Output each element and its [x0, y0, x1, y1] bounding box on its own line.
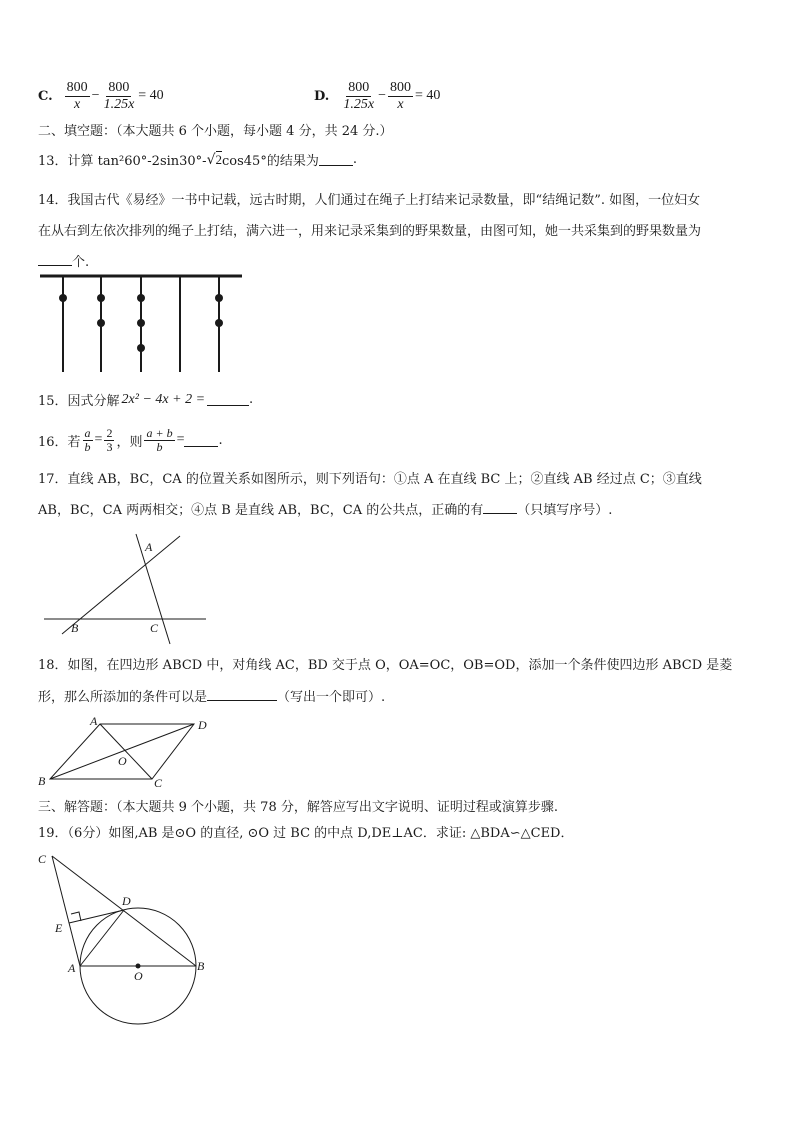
section-3-title: 三、解答题：（本大题共 9 个小题，共 78 分，解答应写出文字说明、证明过程或演算步骤. — [38, 800, 558, 815]
d-fraction-2: $\frac{800}{x}$ — [389, 79, 411, 112]
c-fraction-2: $\frac{800}{1.25x}$ — [103, 79, 135, 112]
right-angle-mark — [71, 912, 81, 921]
question-14-line-3: 个. — [38, 251, 89, 270]
knot-rope-figure — [38, 270, 248, 375]
point-label-d: D — [122, 894, 131, 908]
question-14-line-1: 14．我国古代《易经》一书中记载，远古时期，人们通过在绳子上打结来记录数量，即“结绳记数”. 如图，一位妇女 — [38, 193, 701, 208]
fraction-a-over-b: $\frac{a}{b}$ — [84, 425, 91, 454]
point-label-o: O — [118, 754, 127, 768]
sqrt-argument: 2 — [215, 152, 222, 167]
knot — [97, 319, 105, 327]
point-label-e: E — [55, 921, 63, 935]
point-label-a: A — [90, 714, 98, 728]
diagonal-ac — [100, 724, 152, 779]
point-label-b: B — [197, 959, 205, 973]
point-label-a: A — [68, 961, 76, 975]
point-label-o: O — [134, 969, 143, 983]
knot — [215, 294, 223, 302]
knot — [137, 319, 145, 327]
fraction-a-plus-b-over-b: $\frac{a + b}{b}$ — [146, 425, 173, 454]
circle-proof-figure — [34, 850, 214, 1030]
question-13: 13．计算 tan²60°-2sin30°- √ 2 cos45°的结果为 . — [38, 151, 357, 169]
c-fraction-1: $\frac{800}{x}$ — [66, 79, 88, 112]
point-label-b: B — [38, 774, 46, 788]
point-label-a: A — [145, 540, 153, 554]
option-d-label: D. — [314, 88, 330, 104]
question-19: 19．（6分）如图,AB 是⊙O 的直径, ⊙O 过 BC 的中点 D,DE⊥AC．求证: △BDA∽△CED． — [38, 826, 574, 841]
answer-blank[interactable] — [38, 253, 72, 266]
q12-option-d: D. $\frac{800}{1.25x}$ − $\frac{800}{x}$ = 40 — [314, 79, 441, 112]
knot — [59, 294, 67, 302]
answer-blank[interactable] — [207, 393, 249, 406]
factor-expression: 2x² − 4x + 2 = — [121, 391, 206, 407]
question-18-line-2: 形，那么所添加的条件可以是 （写出一个即可）. — [38, 690, 386, 705]
option-c-label: C. — [38, 88, 53, 104]
point-label-c: C — [150, 621, 159, 635]
answer-blank[interactable] — [483, 501, 517, 514]
answer-blank[interactable] — [319, 153, 353, 166]
answer-blank[interactable] — [184, 434, 218, 447]
question-17-line-2: AB，BC，CA 两两相交；④点 B 是直线 AB，BC，CA 的公共点，正确的有 （只填写序号）. — [38, 503, 613, 518]
segment-cb — [52, 856, 196, 966]
knot — [137, 344, 145, 352]
center-point-o — [136, 964, 141, 969]
point-label-d: D — [198, 718, 207, 732]
segment-ca — [52, 856, 80, 966]
q12-option-c: C. $\frac{800}{x}$ − $\frac{800}{1.25x}$ = 40 — [38, 79, 164, 112]
point-label-c: C — [154, 776, 163, 790]
question-18-line-1: 18．如图，在四边形 ABCD 中，对角线 AC，BD 交于点 O，OA=OC，OB=OD，添加一个条件使四边形 ABCD 是菱 — [38, 658, 733, 673]
sqrt-symbol: √ — [206, 151, 216, 168]
question-17-line-1: 17．直线 AB，BC，CA 的位置关系如图所示，则下列语句：①点 A 在直线 BC 上；②直线 AB 经过点 C；③直线 — [38, 472, 702, 487]
point-label-c: C — [38, 852, 47, 866]
knot — [215, 319, 223, 327]
fraction-2-over-3: $\frac{2}{3}$ — [106, 425, 113, 454]
point-label-b: B — [71, 621, 79, 635]
answer-blank[interactable] — [207, 688, 277, 701]
knot — [97, 294, 105, 302]
question-15: 15．因式分解 2x² − 4x + 2 = . — [38, 391, 254, 409]
question-14-line-2: 在从右到左依次排列的绳子上打结，满六进一，用来记录采集到的野果数量，由图可知，她一共采集到的野果数量为 — [38, 224, 702, 239]
lines-abc-figure — [38, 528, 218, 648]
question-16: 16．若 $\frac{a}{b}$ = $\frac{2}{3}$ ，则 $\frac{a + b}{b}$ = . — [38, 425, 223, 454]
d-fraction-1: $\frac{800}{1.25x}$ — [343, 79, 375, 112]
knot — [137, 294, 145, 302]
section-2-title: 二、填空题：（本大题共 6 个小题，每小题 4 分，共 24 分.） — [38, 124, 393, 139]
quadrilateral-abcd-figure — [34, 712, 214, 792]
